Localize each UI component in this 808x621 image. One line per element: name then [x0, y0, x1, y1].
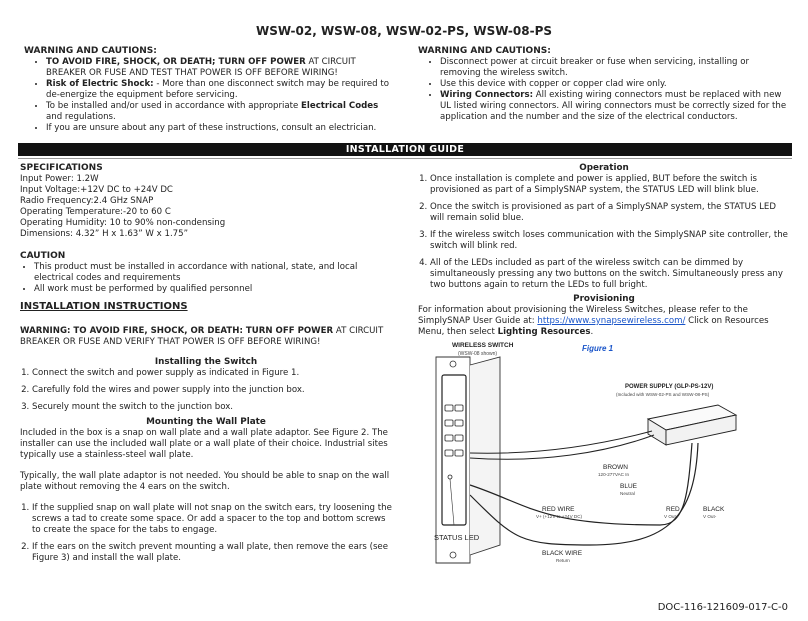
switch-step: 2. Carefully fold the wires and power supply into the junction box. — [32, 385, 392, 396]
black-label: BLACK — [703, 506, 725, 513]
switch-button — [455, 420, 463, 426]
warnings-right-heading: WARNING AND CAUTIONS: — [418, 46, 551, 56]
black-wire-label: BLACK WIRE — [542, 550, 583, 557]
specs-heading: SPECIFICATIONS — [20, 163, 103, 173]
brown-label: BROWN — [603, 464, 628, 471]
black-wire-path — [470, 443, 698, 545]
operation-step: 1. Once installation is complete and power is applied, BUT before the switch is provisioned as part of a SimplySNAP system, the STATUS LED will blink blue. — [430, 174, 790, 196]
right-column — [418, 163, 790, 338]
blue-label: BLUE — [620, 483, 637, 490]
switch-button — [445, 420, 453, 426]
divider — [18, 158, 792, 159]
provisioning-text: For information about provisioning the Wireless Switches, please refer to the SimplySNAP User Guide at: https://www.synapsewireless.com/ Click on Resources Menu, then select Lighting Resources. — [418, 305, 769, 337]
installation-instructions-heading: INSTALLATION INSTRUCTIONS — [20, 301, 188, 312]
spec-line: Input Voltage:+12V DC to +24V DC — [20, 185, 173, 195]
warning-item: • To be installed and/or used in accordance with appropriate Electrical Codes and regulations. — [46, 101, 394, 123]
spec-line: Operating Humidity: 10 to 90% non-condensing — [20, 218, 226, 228]
brown-sublabel: 120-277VAC In — [598, 472, 630, 477]
installing-switch-heading: Installing the Switch — [154, 357, 258, 367]
document-title: WSW-02, WSW-08, WSW-02-PS, WSW-08-PS — [255, 24, 553, 38]
operation-step: 4. All of the LEDs included as part of the wireless switch can be dimmed by simultaneously pressing any two buttons on the switch. Simultaneously press any two buttons again to return the LEDs to full bright. — [430, 258, 790, 291]
warnings-right — [418, 46, 788, 123]
warning-item: • Use this device with copper or copper clad wire only. — [440, 79, 788, 90]
spec-line: Radio Frequency:2.4 GHz SNAP — [20, 196, 154, 206]
black-wire-sublabel: Return — [556, 558, 570, 563]
switch-button — [455, 450, 463, 456]
operation-step: 2. Once the switch is provisioned as part of a SimplySNAP system, the STATUS LED will remain solid blue. — [430, 202, 790, 224]
warning-item: • Disconnect power at circuit breaker or fuse when servicing, installing or removing the wireless switch. — [440, 57, 788, 79]
black-sublabel: V Out- — [703, 514, 717, 519]
install-warning: WARNING: TO AVOID FIRE, SHOCK, OR DEATH: TURN OFF POWER AT CIRCUIT BREAKER OR FUSE AND VERIFY THAT POWER IS OFF BEFORE WIRING! — [20, 326, 384, 347]
caution-heading: CAUTION — [20, 251, 66, 261]
red-wire-label: RED WIRE — [542, 506, 575, 513]
wall-plate-paragraph: Included in the box is a snap on wall plate and a wall plate adaptor. See Figure 2. The installer can use the included wall plate or a wall plate of their choice. Industrial sites typically use a stainless-steel wall plate. — [20, 428, 388, 460]
switch-step: 3. Securely mount the switch to the junction box. — [32, 402, 392, 413]
caution-item: • This product must be installed in accordance with national, state, and local electrical codes and requirements — [34, 262, 392, 284]
wall-plate-step: 1. If the supplied snap on wall plate will not snap on the switch ears, try loosening the screws a tad to create some space. Or add a spacer to the top and bottom screws to create the space for the tabs to engage. — [32, 503, 392, 536]
red-wire-sublabel: V+ (+12V to +24V DC) — [536, 514, 583, 519]
figure-1-diagram — [420, 335, 790, 570]
operation-heading: Operation — [579, 163, 629, 173]
power-supply-sublabel: (Included with WSW-02-PS and WSW-08-PS) — [616, 392, 710, 397]
figure-caption: Figure 1 — [582, 344, 614, 353]
switch-label: WIRELESS SWITCH — [452, 342, 514, 349]
switch-sublabel: (WSW-08 shown) — [458, 351, 498, 357]
installation-guide-banner: INSTALLATION GUIDE — [18, 143, 792, 156]
red-wire-path — [470, 443, 692, 525]
wall-plate-step: 2. If the ears on the switch prevent mounting a wall plate, then remove the ears (see Figure 3) and install the wall plate. — [32, 542, 392, 564]
synapse-link[interactable]: https://www.synapsewireless.com/ — [537, 316, 686, 326]
switch-button — [455, 435, 463, 441]
document-number: DOC-116-121609-017-C-0 — [657, 602, 788, 613]
red-sublabel: V Out+ — [664, 514, 679, 519]
status-led-label: STATUS LED — [434, 533, 480, 542]
warning-item: • Wiring Connectors: All existing wiring connectors must be replaced with new UL listed wiring connectors. All wiring connectors must be correctly sized for the application and the number and the size of the electrical conductors. — [440, 90, 788, 123]
blue-sublabel: Neutral — [620, 491, 635, 496]
red-label: RED — [666, 506, 680, 513]
wall-plate-heading: Mounting the Wall Plate — [146, 417, 266, 427]
spec-line: Dimensions: 4.32” H x 1.63” W x 1.75” — [20, 229, 189, 239]
left-column — [20, 163, 392, 570]
spec-line: Operating Temperature:-20 to 60 C — [20, 207, 171, 217]
switch-button — [455, 405, 463, 411]
switch-button — [445, 405, 453, 411]
provisioning-heading: Provisioning — [573, 294, 635, 304]
spec-line: Input Power: 1.2W — [20, 174, 99, 184]
warnings-left — [24, 46, 394, 134]
switch-step: 1. Connect the switch and power supply as indicated in Figure 1. — [32, 368, 392, 379]
warning-item: • If you are unsure about any part of these instructions, consult an electrician. — [46, 123, 394, 134]
operation-step: 3. If the wireless switch loses communication with the SimplySNAP site controller, the switch will blink red. — [430, 230, 790, 252]
warning-item: • Risk of Electric Shock: - More than one disconnect switch may be required to de-energize the equipment before servicing. — [46, 79, 394, 101]
warning-item: • TO AVOID FIRE, SHOCK, OR DEATH; TURN OFF POWER AT CIRCUIT BREAKER OR FUSE AND TEST THAT POWER IS OFF BEFORE WIRING! — [46, 57, 394, 79]
caution-item: • All work must be performed by qualified personnel — [34, 284, 392, 295]
wall-plate-paragraph: Typically, the wall plate adaptor is not needed. You should be able to snap on the wall plate without removing the 4 ears on the switch. — [20, 471, 390, 492]
warnings-left-heading: WARNING AND CAUTIONS: — [24, 46, 157, 56]
switch-button — [445, 435, 453, 441]
wall-box — [470, 357, 500, 555]
switch-button — [445, 450, 453, 456]
power-supply-label: POWER SUPPLY (GLP-PS-12V) — [625, 384, 714, 390]
